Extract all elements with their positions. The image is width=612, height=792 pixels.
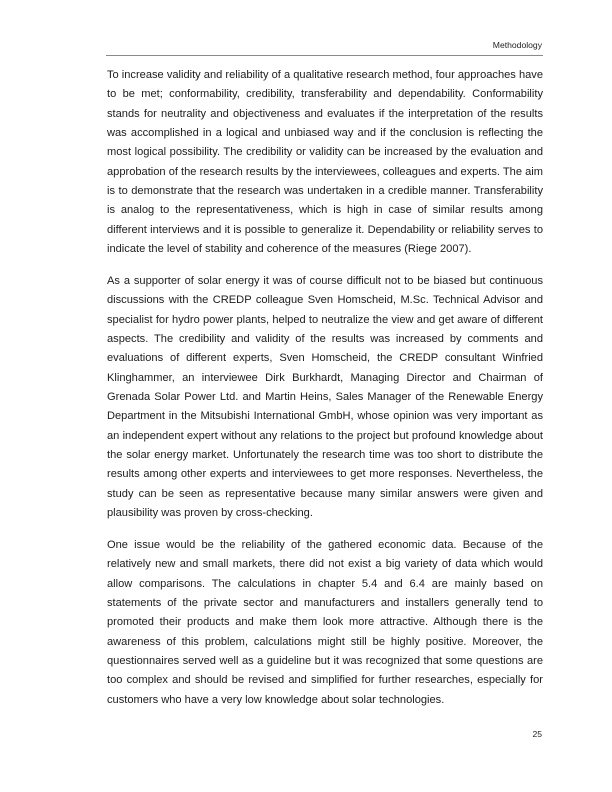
- paragraph-validity-reliability: To increase validity and reliability of a qualitative research method, four approaches have to be met; conformability, credibility, transferability and dependability. Conformability stands for neutrality and objectiveness and evaluates if the interpretation of the results was accomplished in a logical and unbiased way and if the conclusion is reflecting the most logical possibility. The credibility or validity can be increased by the evaluation and approbation of the research results by the interviewees, colleagues and experts. The aim is to demonstrate that the research was undertaken in a credible manner. Transferability is analog to the representativeness, which is high in case of similar results among different interviews and it is possible to generalize it. Dependability or reliability serves to indicate the level of stability and coherence of the measures (Riege 2007).: [107, 69, 543, 256]
- paragraph-bias-credibility: As a supporter of solar energy it was of course difficult not to be biased but continuous discussions with the CREDP colleague Sven Homscheid, M.Sc. Technical Advisor and specialist for hydro power plants, helped to neutralize the view and get aware of different aspects. The credibility and validity of the results was increased by comments and evaluations of different experts, Sven Homscheid, the CREDP consultant Winfried Klinghammer, an interviewee Dirk Burkhardt, Managing Director and Chairman of Grenada Solar Power Ltd. and Martin Heins, Sales Manager of the Renewable Energy Department in the Mitsubishi International GmbH, whose opinion was very important as an independent expert without any relations to the project but profound knowledge about the solar energy market. Unfortunately the research time was too short to distribute the results among other experts and interviewees to get more responses. Nevertheless, the study can be seen as representative because many similar answers were given and plausibility was proven by cross-checking.: [107, 274, 543, 520]
- page-number: 25: [532, 729, 542, 739]
- running-header: Methodology: [492, 40, 542, 50]
- paragraph-economic-data: One issue would be the reliability of the gathered economic data. Because of the relatively new and small markets, there did not exist a big variety of data which would allow comparisons. The calculations in chapter 5.4 and 6.4 are mainly based on statements of the private sector and manufacturers and installers generally tend to promoted their products and make them look more attractive. Although there is the awareness of this problem, calculations might still be highly positive. Moreover, the questionnaires served well as a guideline but it was recognized that some questions are too complex and should be revised and simplified for further researches, especially for customers who have a very low knowledge about solar technologies.: [107, 538, 543, 706]
- header-rule: [106, 55, 543, 56]
- page-body: [107, 66, 543, 723]
